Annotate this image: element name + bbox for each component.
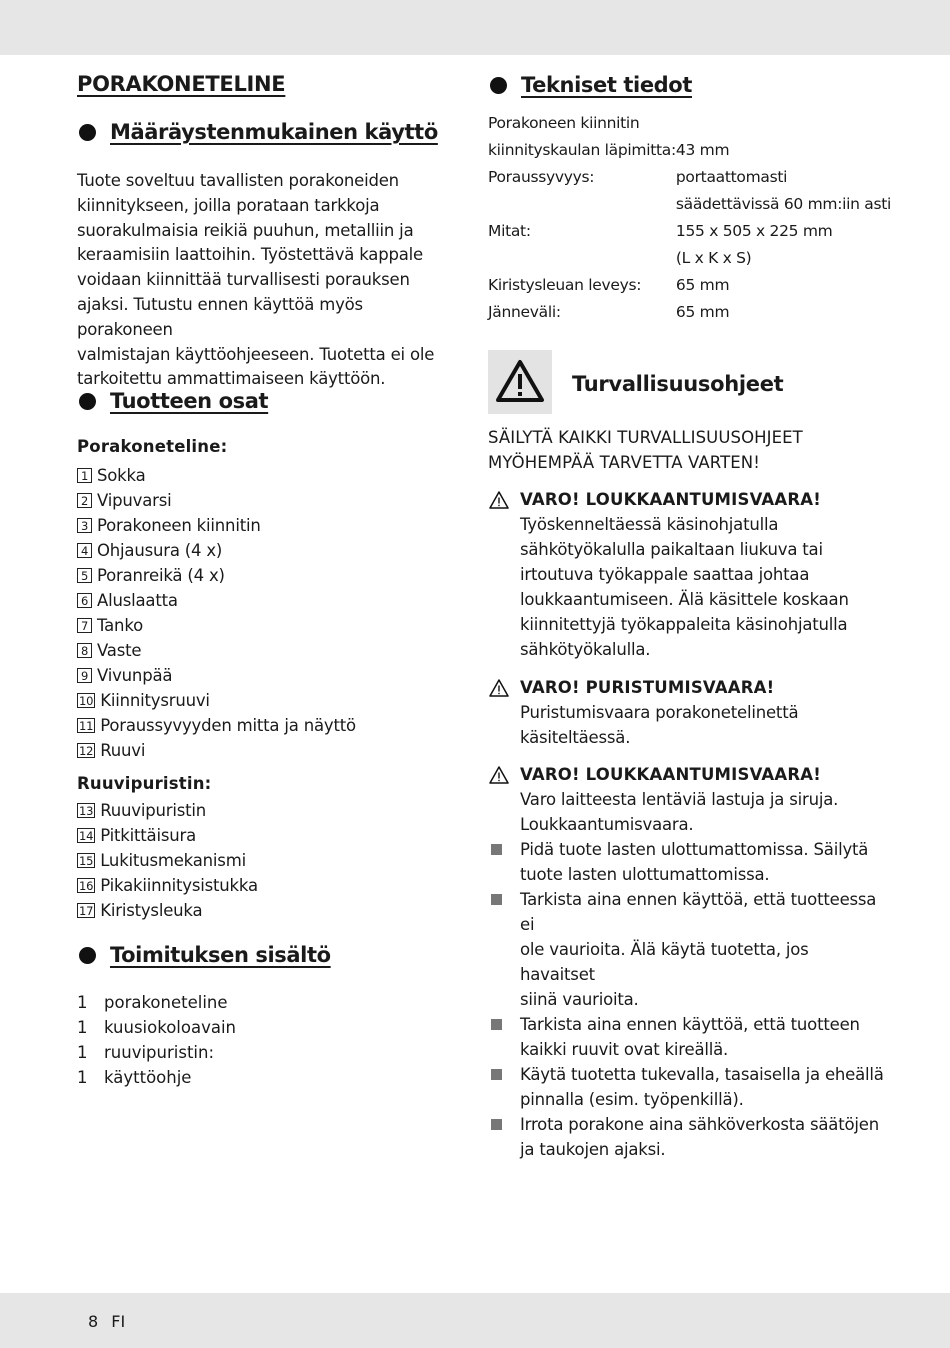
text-line: Varo laitteesta lentäviä lastuja ja siruja. — [520, 790, 839, 809]
part-label: Poranreikä (4 x) — [97, 566, 225, 585]
spec-key: Mitat: — [488, 221, 531, 240]
part-item — [77, 513, 356, 538]
spec-value: 43 mm — [675, 140, 730, 159]
part-number: 16 — [79, 879, 94, 893]
document-title: PORAKONETELINE — [77, 72, 286, 96]
page-number: 8 — [88, 1312, 99, 1331]
spec-key: kiinnityskaulan läpimitta: — [488, 140, 676, 159]
text-line: SÄILYTÄ KAIKKI TURVALLISUUSOHJEET — [488, 428, 803, 447]
page-footer — [88, 1312, 133, 1331]
text-line: Tuote soveltuu tavallisten porakoneiden — [77, 171, 399, 190]
warning-title: VARO! LOUKKAANTUMISVAARA! — [520, 765, 821, 784]
warning-injury-2 — [488, 762, 888, 837]
warning-body — [520, 787, 888, 837]
text-line: Käytä tuotetta tukevalla, tasaisella ja eheällä — [520, 1065, 884, 1084]
part-item — [77, 738, 356, 763]
safety-bullet-list — [488, 837, 888, 1162]
text-line: tarkoitettu ammattimaiseen käyttöön. — [77, 369, 386, 389]
part-item — [77, 488, 356, 513]
part-item — [77, 663, 356, 688]
part-label: Ruuvipuristin — [100, 801, 207, 820]
part-number: 11 — [79, 719, 94, 733]
parts-group1-title: Porakoneteline: — [77, 437, 228, 456]
text-line: Irrota porakone aina sähköverkosta säätöjen — [520, 1115, 879, 1134]
part-number: 8 — [77, 643, 92, 658]
part-item — [77, 613, 356, 638]
tech-spec-table — [488, 109, 891, 325]
parts-list-vise — [77, 798, 258, 923]
intended-use-text — [77, 169, 457, 392]
spec-key — [488, 190, 676, 217]
square-bullet-icon — [491, 1119, 502, 1130]
safety-bullet — [488, 1062, 888, 1112]
parts-heading — [79, 389, 268, 413]
delivery-quantity: 1 — [77, 1068, 88, 1087]
delivery-list — [77, 990, 236, 1090]
part-label: Lukitusmekanismi — [100, 851, 246, 870]
delivery-item — [77, 1040, 236, 1065]
part-item — [77, 798, 258, 823]
part-label: Vivunpää — [97, 666, 173, 685]
warning-icon-box — [488, 350, 552, 414]
part-item — [77, 713, 356, 738]
part-item — [77, 463, 356, 488]
part-label: Pikakiinnitysistukka — [100, 876, 258, 895]
delivery-item — [77, 1015, 236, 1040]
text-line: valmistajan käyttöohjeeseen. Tuotetta ei ole — [77, 344, 435, 364]
bullet-dot-icon — [79, 393, 96, 410]
square-bullet-icon — [491, 894, 502, 905]
part-label: Tanko — [97, 616, 143, 635]
keep-instructions-notice — [488, 425, 803, 475]
warning-body — [520, 512, 888, 662]
part-item — [77, 588, 356, 613]
part-item — [77, 638, 356, 663]
part-item — [77, 688, 356, 713]
text-line: suorakulmaisia reikiä puuhun, metalliin ja — [77, 220, 414, 240]
text-line: sähkötyökalulla. — [520, 640, 651, 659]
part-number: 4 — [77, 543, 92, 558]
part-number: 13 — [79, 804, 94, 818]
delivery-item — [77, 1065, 236, 1090]
text-line: loukkaantumiseen. Älä käsittele koskaan — [520, 590, 849, 609]
footer-band — [0, 1293, 950, 1348]
part-number: 10 — [79, 694, 94, 708]
part-number: 12 — [79, 744, 94, 758]
delivery-quantity: 1 — [77, 993, 88, 1012]
part-label: Poraussyvyyden mitta ja näyttö — [100, 716, 356, 735]
intended-use-heading-text: Määräystenmukainen käyttö — [110, 120, 438, 144]
text-line: ajaksi. Tutustu ennen käyttöä myös porakoneen — [77, 294, 363, 339]
text-line: keraamisiin laattoihin. Työstettävä kappale — [77, 245, 423, 265]
part-number: 3 — [77, 518, 92, 533]
square-bullet-icon — [491, 844, 502, 855]
square-bullet-icon — [491, 1069, 502, 1080]
spec-value: säädettävissä 60 mm:iin asti — [675, 194, 892, 213]
part-number: 15 — [79, 854, 94, 868]
parts-group2-title: Ruuvipuristin: — [77, 774, 212, 793]
warning-crush — [488, 675, 888, 750]
spec-value: 155 x 505 x 225 mm — [675, 221, 833, 240]
spec-value — [676, 109, 891, 136]
spec-row — [488, 271, 891, 298]
spec-value: 65 mm — [675, 302, 730, 321]
warning-body — [520, 700, 888, 750]
part-item — [77, 823, 258, 848]
part-item — [77, 848, 258, 873]
part-label: Porakoneen kiinnitin — [97, 516, 261, 535]
text-line: voidaan kiinnittää turvallisesti porauksen — [77, 270, 410, 290]
part-label: Ohjausura (4 x) — [97, 541, 223, 560]
delivery-label: porakoneteline — [104, 993, 228, 1012]
text-line: Loukkaantumisvaara. — [520, 815, 694, 834]
text-line: siinä vaurioita. — [520, 990, 639, 1009]
delivery-quantity: 1 — [77, 1043, 88, 1062]
text-line: Tarkista aina ennen käyttöä, että tuotteen — [520, 1015, 860, 1034]
parts-heading-text: Tuotteen osat — [110, 389, 269, 413]
part-number: 6 — [77, 593, 92, 608]
text-line: Tarkista aina ennen käyttöä, että tuotteessa ei — [520, 890, 877, 934]
delivery-heading-text: Toimituksen sisältö — [110, 943, 331, 967]
delivery-label: ruuvipuristin: — [104, 1043, 215, 1062]
text-line: Puristumisvaara porakonetelinettä — [520, 703, 799, 722]
spec-row — [488, 298, 891, 325]
part-number: 9 — [77, 668, 92, 683]
warning-small-icon — [488, 765, 510, 785]
text-line: kaikki ruuvit ovat kireällä. — [520, 1040, 729, 1059]
part-label: Kiristysleuka — [100, 901, 203, 920]
square-bullet-icon — [491, 1019, 502, 1030]
text-line: irtoutuva työkappale saattaa johtaa — [520, 565, 810, 584]
safety-bullet — [488, 1012, 888, 1062]
warning-title: VARO! PURISTUMISVAARA! — [520, 678, 775, 697]
warning-title: VARO! LOUKKAANTUMISVAARA! — [520, 490, 821, 509]
warning-injury-1 — [488, 487, 888, 662]
text-line: sähkötyökalulla paikaltaan liukuva tai — [520, 540, 823, 559]
spec-key: Porakoneen kiinnitin — [488, 113, 640, 132]
part-label: Vipuvarsi — [97, 491, 172, 510]
part-label: Kiinnitysruuvi — [100, 691, 210, 710]
part-item — [77, 873, 258, 898]
warning-small-icon — [488, 678, 510, 698]
part-item — [77, 563, 356, 588]
part-number: 5 — [77, 568, 92, 583]
part-item — [77, 898, 258, 923]
spec-key: Poraussyvyys: — [488, 167, 595, 186]
spec-key — [488, 244, 676, 271]
text-line: tuote lasten ulottumattomissa. — [520, 865, 770, 884]
text-line: Työskenneltäessä käsinohjatulla — [520, 515, 779, 534]
text-line: ole vaurioita. Älä käytä tuotetta, jos havaitset — [520, 940, 809, 984]
bullet-dot-icon — [79, 947, 96, 964]
spec-value: (L x K x S) — [675, 248, 752, 267]
part-number: 14 — [79, 829, 94, 843]
delivery-item — [77, 990, 236, 1015]
spec-row — [488, 217, 891, 244]
spec-key: Kiristysleuan leveys: — [488, 275, 642, 294]
text-line: pinnalla (esim. työpenkillä). — [520, 1090, 744, 1109]
part-item — [77, 538, 356, 563]
spec-value: 65 mm — [675, 275, 730, 294]
spec-row — [488, 190, 891, 217]
bullet-dot-icon — [490, 77, 507, 94]
safety-bullet — [488, 887, 888, 1012]
part-label: Vaste — [97, 641, 142, 660]
text-line: ja taukojen ajaksi. — [520, 1140, 666, 1159]
text-line: MYÖHEMPÄÄ TARVETTA VARTEN! — [488, 453, 760, 472]
delivery-label: käyttöohje — [104, 1068, 192, 1087]
part-number: 1 — [77, 468, 92, 483]
intended-use-heading — [79, 120, 438, 144]
warning-triangle-icon — [488, 350, 552, 414]
part-label: Pitkittäisura — [100, 826, 196, 845]
warning-small-icon — [488, 490, 510, 510]
spec-key: Jänneväli: — [488, 302, 561, 321]
part-label: Ruuvi — [100, 741, 146, 760]
text-line: käsiteltäessä. — [520, 728, 631, 747]
language-code: FI — [111, 1312, 126, 1331]
part-number: 2 — [77, 493, 92, 508]
safety-bullet — [488, 837, 888, 887]
spec-row — [488, 136, 891, 163]
delivery-heading — [79, 943, 331, 967]
spec-row — [488, 109, 891, 136]
top-band — [0, 0, 950, 55]
text-line: kiinnitettyjä työkappaleita käsinohjatulla — [520, 615, 848, 634]
part-number: 7 — [77, 618, 92, 633]
delivery-label: kuusiokoloavain — [104, 1018, 237, 1037]
tech-heading-text: Tekniset tiedot — [521, 73, 692, 97]
tech-heading — [490, 73, 692, 97]
safety-bullet — [488, 1112, 888, 1162]
text-line: kiinnitykseen, joilla porataan tarkkoja — [77, 195, 380, 215]
part-label: Sokka — [97, 466, 146, 485]
spec-row — [488, 163, 891, 190]
spec-value: portaattomasti — [675, 167, 788, 186]
part-number: 17 — [79, 904, 94, 918]
parts-list-stand — [77, 463, 356, 763]
spec-row — [488, 244, 891, 271]
bullet-dot-icon — [79, 124, 96, 141]
part-label: Aluslaatta — [97, 591, 178, 610]
delivery-quantity: 1 — [77, 1018, 88, 1037]
text-line: Pidä tuote lasten ulottumattomissa. Säilytä — [520, 840, 869, 859]
safety-heading: Turvallisuusohjeet — [572, 372, 784, 396]
